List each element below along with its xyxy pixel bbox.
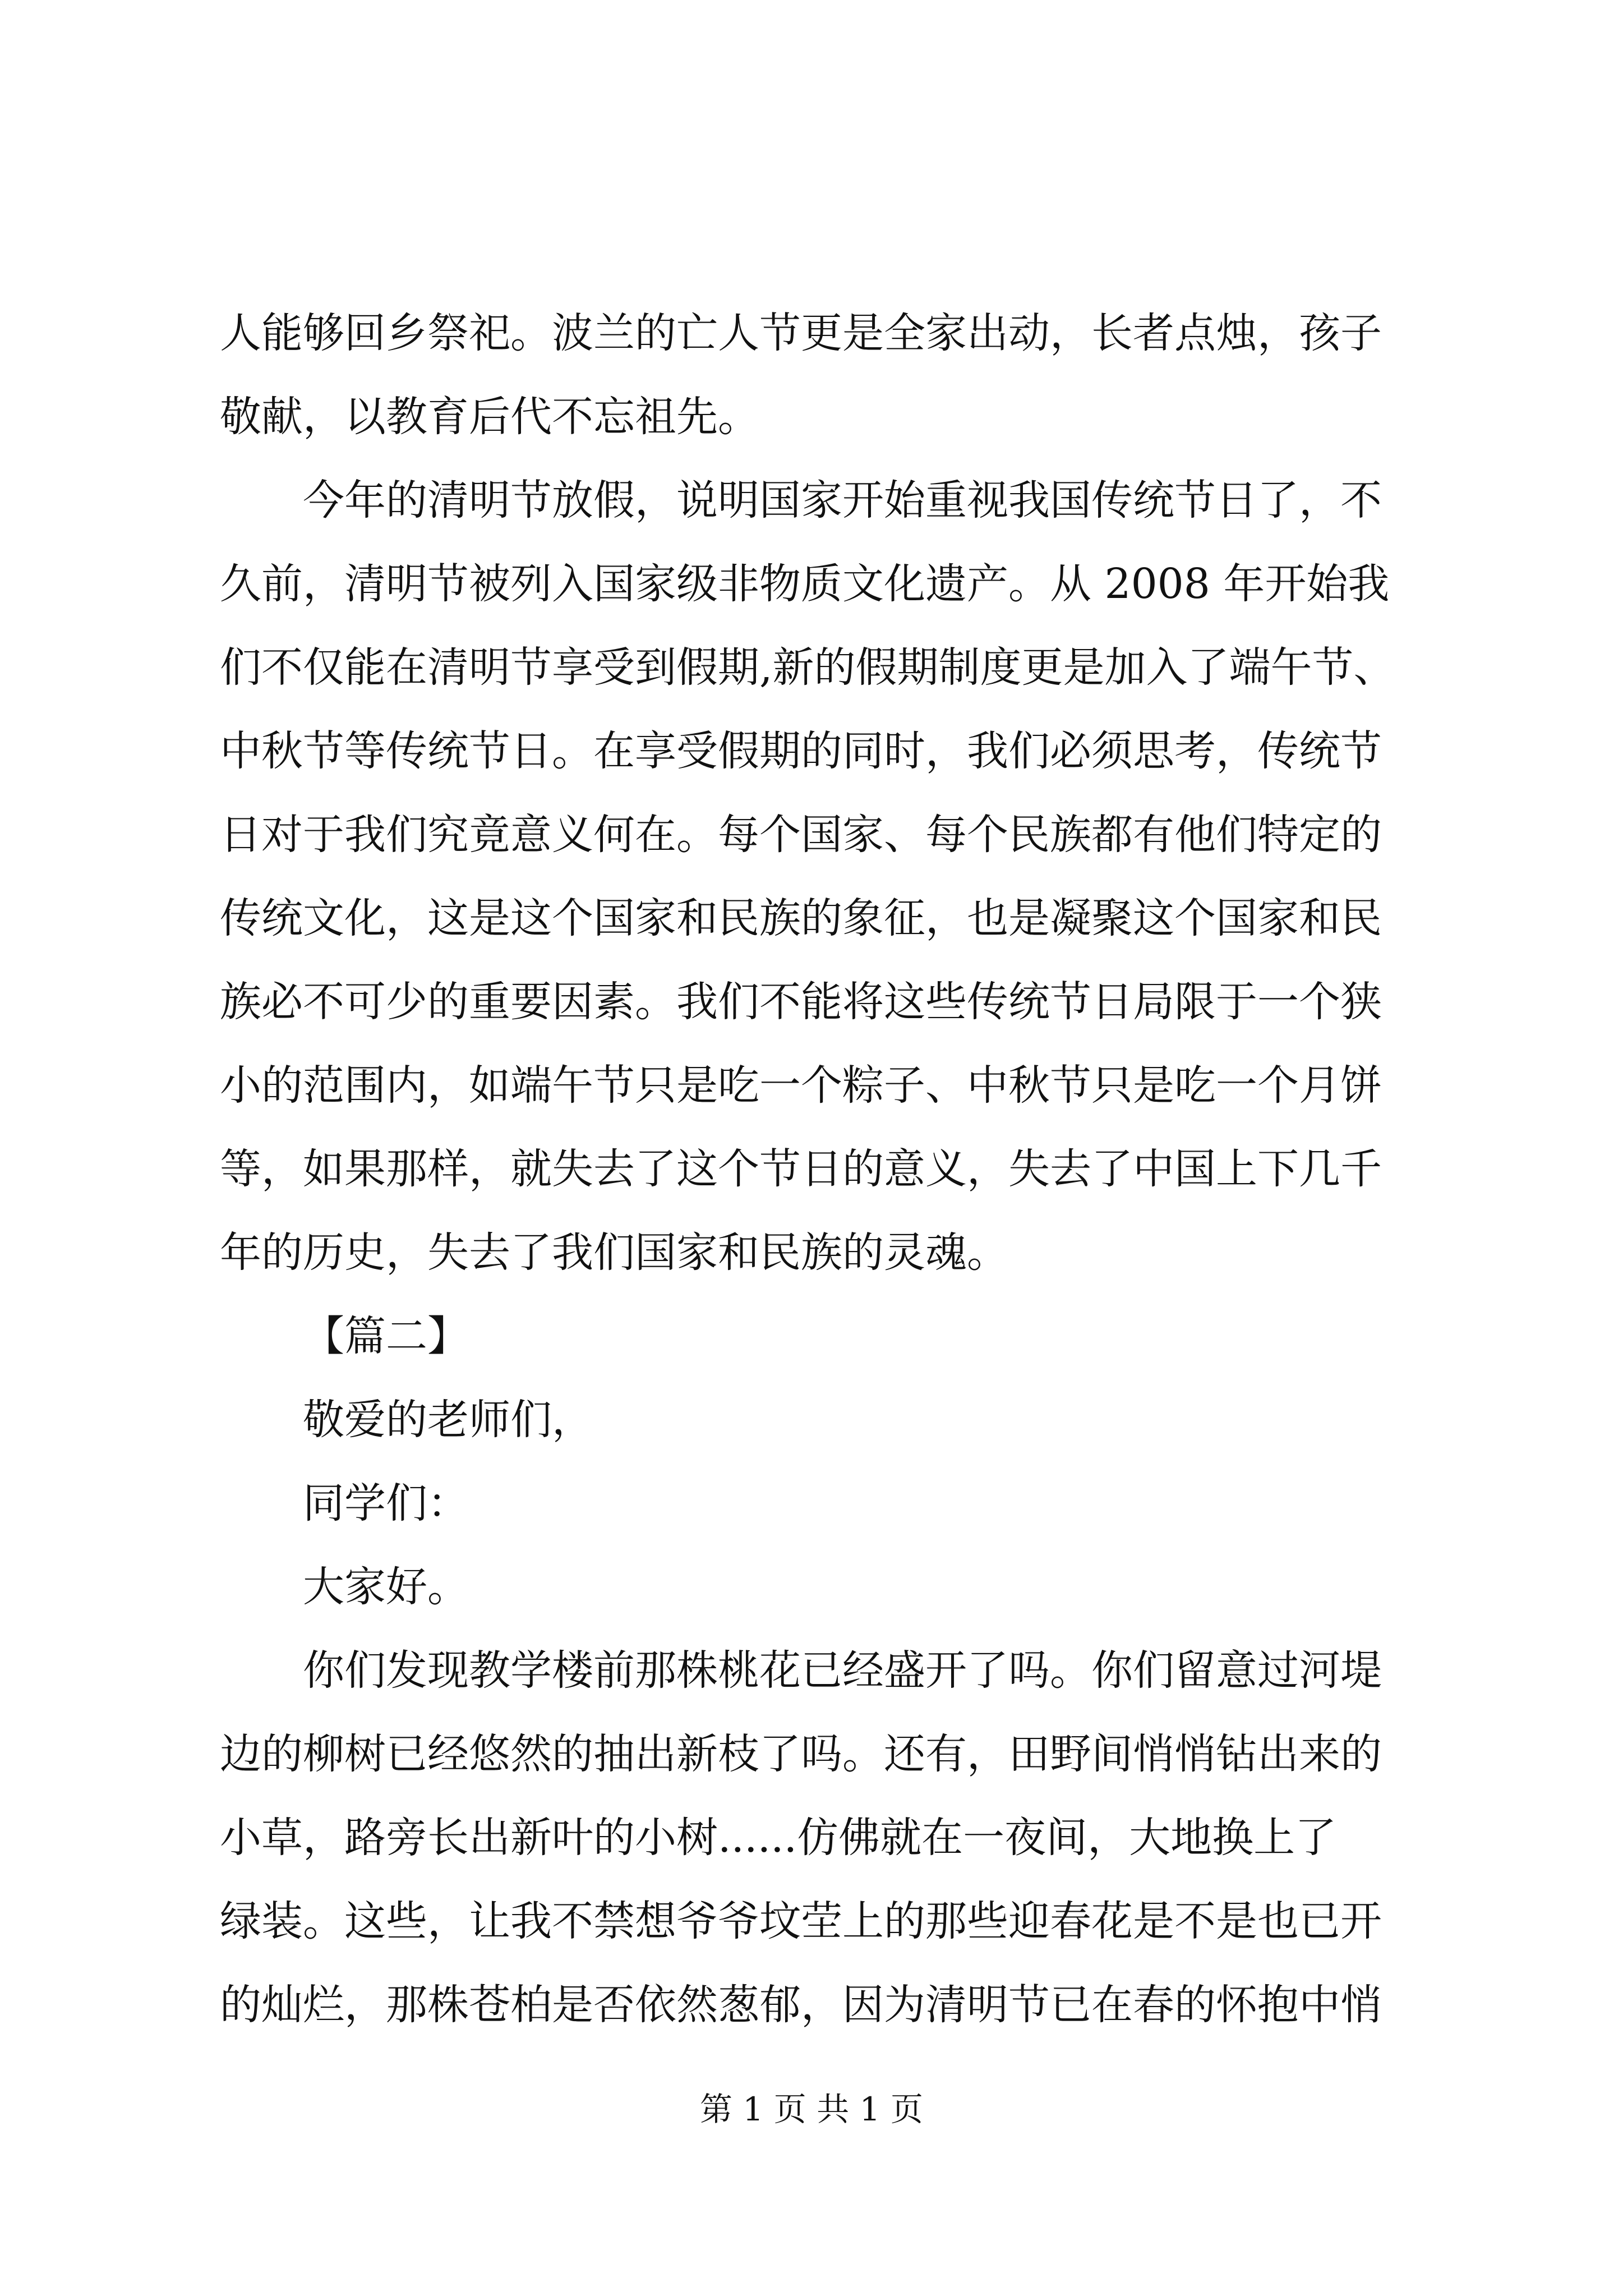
text-line: 中秋节等传统节日。在享受假期的同时，我们必须思考，传统节 bbox=[220, 727, 1382, 775]
text-line: 敬献，以教育后代不忘祖先。 bbox=[220, 393, 759, 441]
text-line: 年的历史，失去了我们国家和民族的灵魂。 bbox=[220, 1228, 1008, 1277]
text-line: 绿装。这些，让我不禁想爷爷坟茔上的那些迎春花是不是也已开 bbox=[220, 1897, 1382, 1945]
salutation-line: 同学们： bbox=[303, 1479, 469, 1527]
text-line: 小草，路旁长出新叶的小树......仿佛就在一夜间，大地换上了 bbox=[220, 1814, 1337, 1862]
text-line: 们不仅能在清明节享受到假期,新的假期制度更是加入了端午节、 bbox=[220, 643, 1395, 692]
greeting-line: 大家好。 bbox=[303, 1563, 469, 1611]
text-line: 等，如果那样，就失去了这个节日的意义，失去了中国上下几千 bbox=[220, 1145, 1382, 1193]
salutation-line: 敬爱的老师们， bbox=[303, 1396, 593, 1444]
paragraph-first-line: 你们发现教学楼前那株桃花已经盛开了吗。你们留意过河堤 bbox=[303, 1646, 1382, 1695]
text-line: 久前，清明节被列入国家级非物质文化遗产。从 2008 年开始我 bbox=[220, 560, 1390, 608]
text-line: 日对于我们究竟意义何在。每个国家、每个民族都有他们特定的 bbox=[220, 811, 1382, 859]
page-number-label: 第 1 页 共 1 页 bbox=[700, 2090, 923, 2128]
section-heading: 【篇二】 bbox=[303, 1312, 469, 1360]
text-line: 人能够回乡祭祀。波兰的亡人节更是全家出动，长者点烛，孩子 bbox=[220, 309, 1382, 357]
text-line: 边的柳树已经悠然的抽出新枝了吗。还有，田野间悄悄钻出来的 bbox=[220, 1730, 1382, 1778]
text-line: 小的范围内，如端午节只是吃一个粽子、中秋节只是吃一个月饼 bbox=[220, 1061, 1382, 1110]
paragraph-first-line: 今年的清明节放假，说明国家开始重视我国传统节日了，不 bbox=[303, 476, 1382, 524]
page-footer bbox=[0, 2087, 1623, 2132]
text-line: 族必不可少的重要因素。我们不能将这些传统节日局限于一个狭 bbox=[220, 978, 1382, 1026]
text-line: 的灿烂，那株苍柏是否依然葱郁，因为清明节已在春的怀抱中悄 bbox=[220, 1981, 1382, 2029]
text-line: 传统文化，这是这个国家和民族的象征，也是凝聚这个国家和民 bbox=[220, 894, 1382, 942]
document-body bbox=[220, 292, 1420, 2047]
